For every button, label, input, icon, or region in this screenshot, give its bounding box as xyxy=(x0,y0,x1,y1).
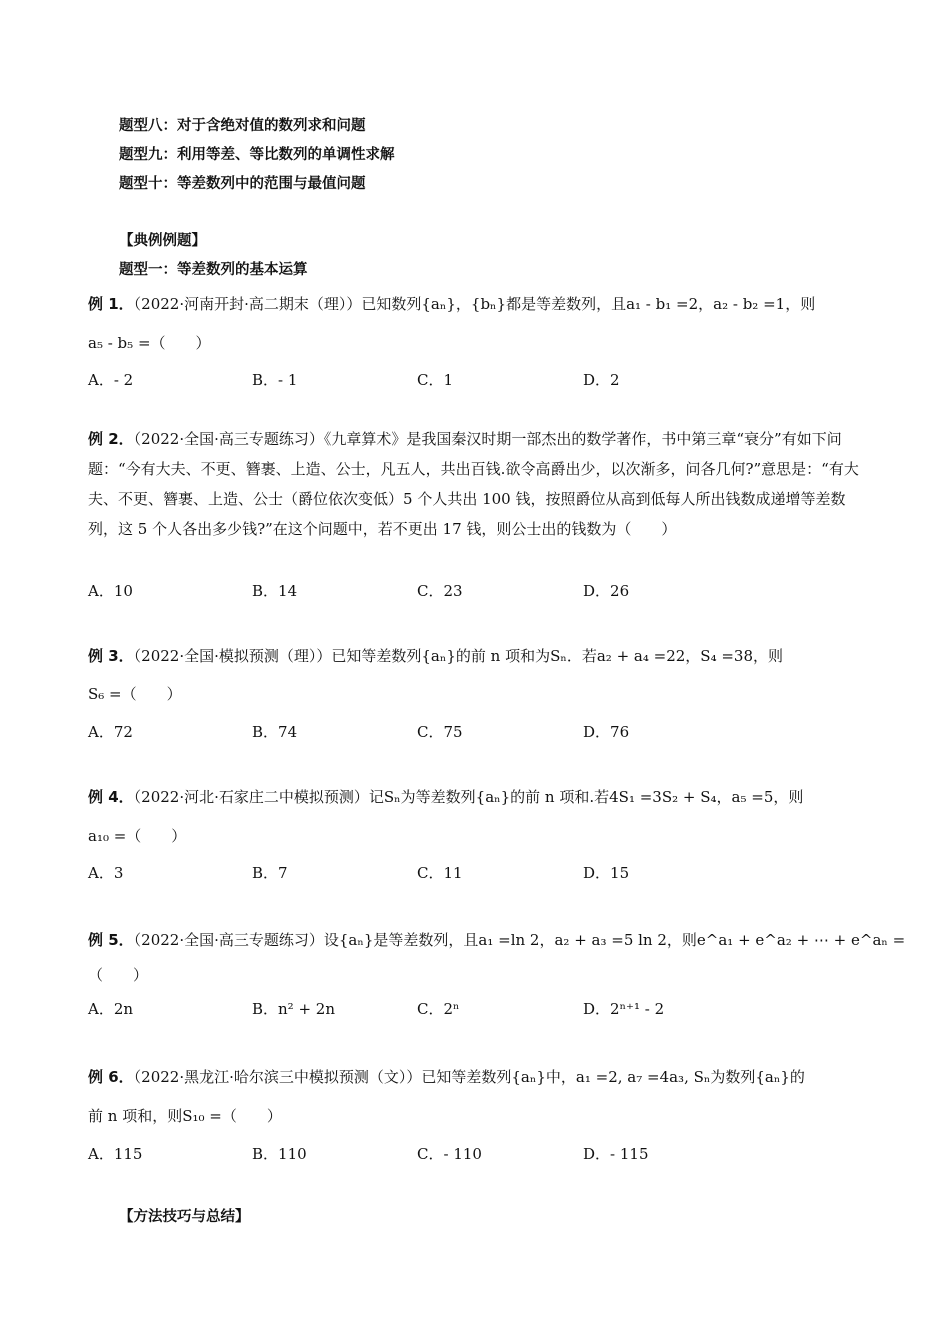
example-6-line-2: 前 n 项和，则S₁₀ =（ ） xyxy=(88,1107,282,1125)
option-d[interactable]: D．26 xyxy=(583,582,630,600)
option-d[interactable]: D．2 xyxy=(583,371,620,389)
option-c[interactable]: C．23 xyxy=(417,582,463,600)
example-4-line-1 xyxy=(88,786,803,808)
option-d[interactable]: D．2ⁿ⁺¹ - 2 xyxy=(583,1000,665,1018)
example-question-text: （2022·全国·模拟预测（理））已知等差数列{aₙ}的前 n 项和为Sₙ．若a₂ + a₄ =22，S₄ =38，则 xyxy=(133,647,784,665)
option-b[interactable]: B．14 xyxy=(252,582,298,600)
option-a[interactable]: A．3 xyxy=(88,864,124,882)
example-label: 例 2． xyxy=(88,430,134,448)
example-3-line-2: S₆ =（ ） xyxy=(88,685,182,703)
option-a[interactable]: A．- 2 xyxy=(88,371,134,389)
option-b[interactable]: B．74 xyxy=(252,723,298,741)
option-c[interactable]: C．1 xyxy=(417,371,454,389)
section-heading-methods: 【方法技巧与总结】 xyxy=(119,1209,250,1225)
example-4-line-2: a₁₀ =（ ） xyxy=(88,827,187,845)
example-question-text: （2022·河北·石家庄二中模拟预测）记Sₙ为等差数列{aₙ}的前 n 项和.若4S₁ =3S₂ + S₄，a₅ =5，则 xyxy=(133,788,804,806)
option-a[interactable]: A．10 xyxy=(88,582,133,600)
option-c[interactable]: C．75 xyxy=(417,723,463,741)
option-b[interactable]: B．110 xyxy=(252,1145,307,1163)
option-d[interactable]: D．15 xyxy=(583,864,630,882)
example-label: 例 4． xyxy=(88,788,134,806)
option-d[interactable]: D．76 xyxy=(583,723,630,741)
section-heading-examples: 【典例例题】 xyxy=(119,233,206,249)
example-2-text xyxy=(88,424,863,544)
example-label: 例 1． xyxy=(88,295,134,313)
example-label: 例 5． xyxy=(88,931,134,949)
option-a[interactable]: A．2n xyxy=(88,1000,134,1018)
example-6-line-1 xyxy=(88,1066,805,1088)
example-3-line-1 xyxy=(88,645,783,667)
option-c[interactable]: C．11 xyxy=(417,864,463,882)
example-question-text: （2022·河南开封·高二期末（理））已知数列{aₙ}，{bₙ}都是等差数列，且a₁ - b₁ =2，a₂ - b₂ =1，则 xyxy=(133,295,816,313)
example-question-text: （2022·全国·高三专题练习）设{aₙ}是等差数列，且a₁ =ln 2，a₂ + a₃ =5 ln 2，则e^a₁ + e^a₂ + ⋯ + e^aₙ = xyxy=(133,931,906,949)
toc-item-9: 题型九：利用等差、等比数列的单调性求解 xyxy=(119,147,395,163)
example-5-line-1 xyxy=(88,929,905,951)
toc-item-8: 题型八：对于含绝对值的数列求和问题 xyxy=(119,118,366,134)
example-question-text: （2022·黑龙江·哈尔滨三中模拟预测（文））已知等差数列{aₙ}中，a₁ =2, a₇ =4a₃, Sₙ为数列{aₙ}的 xyxy=(133,1068,805,1086)
example-1-line-2: a₅ - b₅ =（ ） xyxy=(88,334,211,352)
example-question-text: （2022·全国·高三专题练习）《九章算术》是我国秦汉时期一部杰出的数学著作，书中第三章“衰分”有如下问题：“今有大夫、不更、簪裹、上造、公士，凡五人，共出百钱.欲令高爵出少，以次渐多，问各几何?”意思是：“有大夫、不更、簪裹、上造、公士（爵位依次变低）5 个人共出 100 钱，按照爵位从高到低每人所出钱数成递增等差数列，这 5 个人各出多少钱?”在这个问题中，若不更出 17 钱，则公士出的钱数为（ ） xyxy=(88,430,859,538)
example-label: 例 6． xyxy=(88,1068,134,1086)
option-a[interactable]: A．115 xyxy=(88,1145,143,1163)
type-one-heading: 题型一：等差数列的基本运算 xyxy=(119,262,308,278)
option-b[interactable]: B．n² + 2n xyxy=(252,1000,336,1018)
option-c[interactable]: C．2ⁿ xyxy=(417,1000,460,1018)
toc-item-10: 题型十：等差数列中的范围与最值问题 xyxy=(119,176,366,192)
option-b[interactable]: B．7 xyxy=(252,864,288,882)
option-d[interactable]: D．- 115 xyxy=(583,1145,649,1163)
example-label: 例 3． xyxy=(88,647,134,665)
option-b[interactable]: B．- 1 xyxy=(252,371,298,389)
example-1-line-1 xyxy=(88,293,815,315)
option-c[interactable]: C．- 110 xyxy=(417,1145,482,1163)
example-5-line-2: （ ） xyxy=(88,966,149,984)
option-a[interactable]: A．72 xyxy=(88,723,133,741)
